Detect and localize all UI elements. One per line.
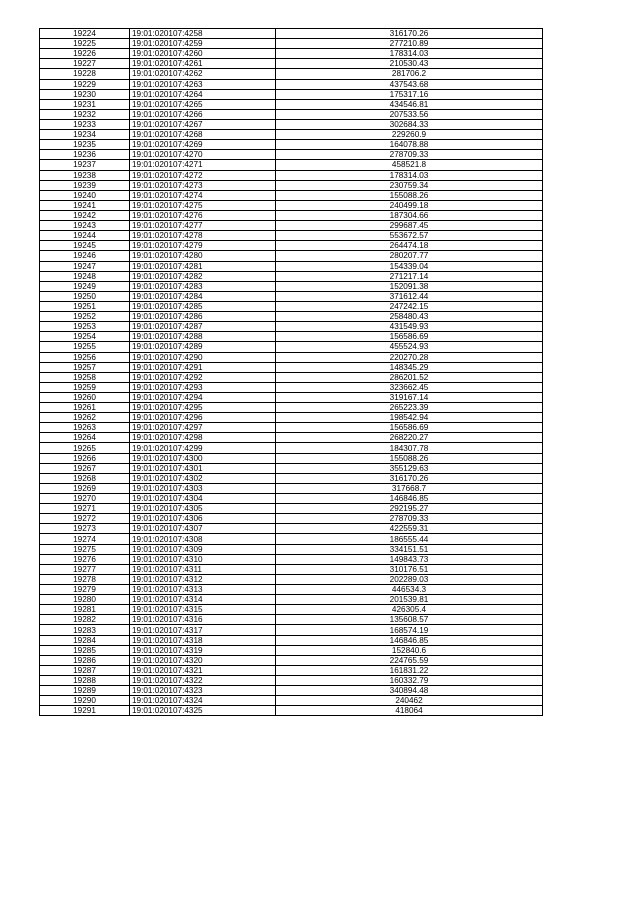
- row-number-cell: 19235: [40, 140, 130, 150]
- row-number-cell: 19226: [40, 49, 130, 59]
- value-cell: 161831.22: [276, 665, 543, 675]
- table-row: [40, 392, 543, 402]
- value-cell: 184307.78: [276, 443, 543, 453]
- table-row: [40, 291, 543, 301]
- cadastral-number-cell: 19:01:020107:4269: [130, 140, 276, 150]
- cadastral-number-cell: 19:01:020107:4258: [130, 29, 276, 39]
- row-number-cell: 19229: [40, 79, 130, 89]
- row-number-cell: 19272: [40, 514, 130, 524]
- row-number-cell: 19269: [40, 483, 130, 493]
- table-row: [40, 231, 543, 241]
- cadastral-number-cell: 19:01:020107:4285: [130, 301, 276, 311]
- cadastral-number-cell: 19:01:020107:4306: [130, 514, 276, 524]
- value-cell: 446534.3: [276, 585, 543, 595]
- cadastral-number-cell: 19:01:020107:4277: [130, 221, 276, 231]
- cadastral-number-cell: 19:01:020107:4266: [130, 109, 276, 119]
- table-row: [40, 655, 543, 665]
- table-row: [40, 403, 543, 413]
- cadastral-number-cell: 19:01:020107:4274: [130, 190, 276, 200]
- value-cell: 371612.44: [276, 291, 543, 301]
- row-number-cell: 19227: [40, 59, 130, 69]
- value-cell: 431549.93: [276, 322, 543, 332]
- table-row: [40, 443, 543, 453]
- table-row: [40, 332, 543, 342]
- table-row: [40, 89, 543, 99]
- cadastral-number-cell: 19:01:020107:4301: [130, 463, 276, 473]
- row-number-cell: 19273: [40, 524, 130, 534]
- cadastral-number-cell: 19:01:020107:4292: [130, 372, 276, 382]
- value-cell: 148345.29: [276, 362, 543, 372]
- cadastral-number-cell: 19:01:020107:4282: [130, 271, 276, 281]
- table-row: [40, 635, 543, 645]
- cadastral-number-cell: 19:01:020107:4303: [130, 483, 276, 493]
- table-row: [40, 140, 543, 150]
- table-row: [40, 595, 543, 605]
- value-cell: 302684.33: [276, 119, 543, 129]
- row-number-cell: 19248: [40, 271, 130, 281]
- table-row: [40, 615, 543, 625]
- row-number-cell: 19288: [40, 676, 130, 686]
- value-cell: 455524.93: [276, 342, 543, 352]
- value-cell: 230759.34: [276, 180, 543, 190]
- value-cell: 198542.94: [276, 413, 543, 423]
- value-cell: 240462: [276, 696, 543, 706]
- value-cell: 135608.57: [276, 615, 543, 625]
- value-cell: 178314.03: [276, 49, 543, 59]
- cadastral-number-cell: 19:01:020107:4318: [130, 635, 276, 645]
- row-number-cell: 19287: [40, 665, 130, 675]
- table-row: [40, 585, 543, 595]
- table-row: [40, 686, 543, 696]
- value-cell: 201539.81: [276, 595, 543, 605]
- cadastral-number-cell: 19:01:020107:4298: [130, 433, 276, 443]
- table-row: [40, 372, 543, 382]
- cadastral-number-cell: 19:01:020107:4286: [130, 312, 276, 322]
- row-number-cell: 19291: [40, 706, 130, 716]
- row-number-cell: 19253: [40, 322, 130, 332]
- row-number-cell: 19283: [40, 625, 130, 635]
- row-number-cell: 19278: [40, 574, 130, 584]
- row-number-cell: 19224: [40, 29, 130, 39]
- row-number-cell: 19258: [40, 372, 130, 382]
- table-row: [40, 544, 543, 554]
- cadastral-number-cell: 19:01:020107:4261: [130, 59, 276, 69]
- value-cell: 553672.57: [276, 231, 543, 241]
- value-cell: 271217.14: [276, 271, 543, 281]
- table-row: [40, 423, 543, 433]
- value-cell: 268220.27: [276, 433, 543, 443]
- value-cell: 458521.8: [276, 160, 543, 170]
- cadastral-number-cell: 19:01:020107:4289: [130, 342, 276, 352]
- row-number-cell: 19251: [40, 301, 130, 311]
- table-row: [40, 109, 543, 119]
- table-row: [40, 281, 543, 291]
- table-row: [40, 504, 543, 514]
- row-number-cell: 19238: [40, 170, 130, 180]
- row-number-cell: 19241: [40, 200, 130, 210]
- table-row: [40, 59, 543, 69]
- cadastral-number-cell: 19:01:020107:4260: [130, 49, 276, 59]
- value-cell: 202289.03: [276, 574, 543, 584]
- cadastral-number-cell: 19:01:020107:4320: [130, 655, 276, 665]
- value-cell: 210530.43: [276, 59, 543, 69]
- table-row: [40, 473, 543, 483]
- table-row: [40, 352, 543, 362]
- table-row: [40, 362, 543, 372]
- value-cell: 152091.38: [276, 281, 543, 291]
- value-cell: 281706.2: [276, 69, 543, 79]
- cadastral-number-cell: 19:01:020107:4307: [130, 524, 276, 534]
- cadastral-number-cell: 19:01:020107:4273: [130, 180, 276, 190]
- value-cell: 277210.89: [276, 39, 543, 49]
- value-cell: 247242.15: [276, 301, 543, 311]
- value-cell: 146846.85: [276, 635, 543, 645]
- cadastral-number-cell: 19:01:020107:4319: [130, 645, 276, 655]
- value-cell: 278709.33: [276, 150, 543, 160]
- row-number-cell: 19276: [40, 554, 130, 564]
- row-number-cell: 19243: [40, 221, 130, 231]
- table-row: [40, 605, 543, 615]
- row-number-cell: 19237: [40, 160, 130, 170]
- row-number-cell: 19274: [40, 534, 130, 544]
- row-number-cell: 19266: [40, 453, 130, 463]
- value-cell: 168574.19: [276, 625, 543, 635]
- value-cell: 316170.26: [276, 473, 543, 483]
- table-row: [40, 645, 543, 655]
- row-number-cell: 19250: [40, 291, 130, 301]
- value-cell: 155088.26: [276, 190, 543, 200]
- value-cell: 265223.39: [276, 403, 543, 413]
- value-cell: 292195.27: [276, 504, 543, 514]
- value-cell: 434546.81: [276, 99, 543, 109]
- cadastral-number-cell: 19:01:020107:4312: [130, 574, 276, 584]
- row-number-cell: 19256: [40, 352, 130, 362]
- cadastral-number-cell: 19:01:020107:4272: [130, 170, 276, 180]
- table-row: [40, 170, 543, 180]
- cadastral-number-cell: 19:01:020107:4305: [130, 504, 276, 514]
- table-row: [40, 382, 543, 392]
- table-row: [40, 342, 543, 352]
- row-number-cell: 19239: [40, 180, 130, 190]
- value-cell: 319167.14: [276, 392, 543, 402]
- table-row: [40, 190, 543, 200]
- table-row: [40, 150, 543, 160]
- cadastral-number-cell: 19:01:020107:4299: [130, 443, 276, 453]
- table-row: [40, 39, 543, 49]
- value-cell: 164078.88: [276, 140, 543, 150]
- row-number-cell: 19271: [40, 504, 130, 514]
- cadastral-number-cell: 19:01:020107:4313: [130, 585, 276, 595]
- table-row: [40, 99, 543, 109]
- value-cell: 229260.9: [276, 130, 543, 140]
- row-number-cell: 19228: [40, 69, 130, 79]
- table-row: [40, 524, 543, 534]
- cadastral-number-cell: 19:01:020107:4280: [130, 251, 276, 261]
- row-number-cell: 19249: [40, 281, 130, 291]
- table-row: [40, 696, 543, 706]
- row-number-cell: 19289: [40, 686, 130, 696]
- value-cell: 278709.33: [276, 514, 543, 524]
- row-number-cell: 19236: [40, 150, 130, 160]
- row-number-cell: 19259: [40, 382, 130, 392]
- cadastral-number-cell: 19:01:020107:4278: [130, 231, 276, 241]
- cadastral-number-cell: 19:01:020107:4288: [130, 332, 276, 342]
- row-number-cell: 19264: [40, 433, 130, 443]
- table-row: [40, 676, 543, 686]
- value-cell: 220270.28: [276, 352, 543, 362]
- cadastral-number-cell: 19:01:020107:4308: [130, 534, 276, 544]
- value-cell: 355129.63: [276, 463, 543, 473]
- cadastral-number-cell: 19:01:020107:4264: [130, 89, 276, 99]
- table-row: [40, 200, 543, 210]
- cadastral-number-cell: 19:01:020107:4275: [130, 200, 276, 210]
- row-number-cell: 19267: [40, 463, 130, 473]
- table-row: [40, 29, 543, 39]
- value-cell: 156586.69: [276, 423, 543, 433]
- table-row: [40, 483, 543, 493]
- row-number-cell: 19254: [40, 332, 130, 342]
- value-cell: 187304.66: [276, 210, 543, 220]
- value-cell: 340894.48: [276, 686, 543, 696]
- cadastral-number-cell: 19:01:020107:4322: [130, 676, 276, 686]
- value-cell: 152840.6: [276, 645, 543, 655]
- cadastral-number-cell: 19:01:020107:4290: [130, 352, 276, 362]
- row-number-cell: 19270: [40, 494, 130, 504]
- row-number-cell: 19281: [40, 605, 130, 615]
- row-number-cell: 19277: [40, 564, 130, 574]
- row-number-cell: 19284: [40, 635, 130, 645]
- cadastral-number-cell: 19:01:020107:4287: [130, 322, 276, 332]
- value-cell: 156586.69: [276, 332, 543, 342]
- cadastral-number-cell: 19:01:020107:4324: [130, 696, 276, 706]
- cadastral-number-cell: 19:01:020107:4291: [130, 362, 276, 372]
- value-cell: 437543.68: [276, 79, 543, 89]
- table-row: [40, 453, 543, 463]
- row-number-cell: 19245: [40, 241, 130, 251]
- value-cell: 426305.4: [276, 605, 543, 615]
- row-number-cell: 19230: [40, 89, 130, 99]
- row-number-cell: 19275: [40, 544, 130, 554]
- value-cell: 264474.18: [276, 241, 543, 251]
- value-cell: 178314.03: [276, 170, 543, 180]
- cadastral-number-cell: 19:01:020107:4283: [130, 281, 276, 291]
- row-number-cell: 19261: [40, 403, 130, 413]
- row-number-cell: 19233: [40, 119, 130, 129]
- table-row: [40, 514, 543, 524]
- value-cell: 149843.73: [276, 554, 543, 564]
- row-number-cell: 19225: [40, 39, 130, 49]
- cadastral-number-cell: 19:01:020107:4297: [130, 423, 276, 433]
- cadastral-number-cell: 19:01:020107:4317: [130, 625, 276, 635]
- cadastral-number-cell: 19:01:020107:4276: [130, 210, 276, 220]
- cadastral-number-cell: 19:01:020107:4265: [130, 99, 276, 109]
- table-row: [40, 301, 543, 311]
- value-cell: 316170.26: [276, 29, 543, 39]
- table-row: [40, 625, 543, 635]
- table-row: [40, 241, 543, 251]
- value-cell: 160332.79: [276, 676, 543, 686]
- table-row: [40, 251, 543, 261]
- value-cell: 258480.43: [276, 312, 543, 322]
- row-number-cell: 19240: [40, 190, 130, 200]
- cadastral-number-cell: 19:01:020107:4325: [130, 706, 276, 716]
- table-row: [40, 494, 543, 504]
- value-cell: 323662.45: [276, 382, 543, 392]
- value-cell: 155088.26: [276, 453, 543, 463]
- cadastral-number-cell: 19:01:020107:4323: [130, 686, 276, 696]
- row-number-cell: 19285: [40, 645, 130, 655]
- table-row: [40, 322, 543, 332]
- cadastral-number-cell: 19:01:020107:4311: [130, 564, 276, 574]
- row-number-cell: 19234: [40, 130, 130, 140]
- row-number-cell: 19280: [40, 595, 130, 605]
- row-number-cell: 19257: [40, 362, 130, 372]
- cadastral-number-cell: 19:01:020107:4293: [130, 382, 276, 392]
- table-row: [40, 261, 543, 271]
- cadastral-number-cell: 19:01:020107:4304: [130, 494, 276, 504]
- cadastral-number-cell: 19:01:020107:4262: [130, 69, 276, 79]
- cadastral-number-cell: 19:01:020107:4281: [130, 261, 276, 271]
- cadastral-number-cell: 19:01:020107:4294: [130, 392, 276, 402]
- cadastral-number-cell: 19:01:020107:4279: [130, 241, 276, 251]
- table-row: [40, 433, 543, 443]
- table-row: [40, 180, 543, 190]
- cadastral-number-cell: 19:01:020107:4321: [130, 665, 276, 675]
- row-number-cell: 19286: [40, 655, 130, 665]
- value-cell: 299687.45: [276, 221, 543, 231]
- table-row: [40, 210, 543, 220]
- row-number-cell: 19282: [40, 615, 130, 625]
- table-row: [40, 534, 543, 544]
- value-cell: 224765.59: [276, 655, 543, 665]
- row-number-cell: 19265: [40, 443, 130, 453]
- value-cell: 154339.04: [276, 261, 543, 271]
- row-number-cell: 19232: [40, 109, 130, 119]
- value-cell: 175317.16: [276, 89, 543, 99]
- value-cell: 186555.44: [276, 534, 543, 544]
- data-table-body: [40, 29, 543, 716]
- table-row: [40, 49, 543, 59]
- cadastral-number-cell: 19:01:020107:4259: [130, 39, 276, 49]
- table-row: [40, 130, 543, 140]
- cadastral-number-cell: 19:01:020107:4270: [130, 150, 276, 160]
- table-row: [40, 574, 543, 584]
- row-number-cell: 19252: [40, 312, 130, 322]
- table-row: [40, 413, 543, 423]
- row-number-cell: 19290: [40, 696, 130, 706]
- value-cell: 317668.7: [276, 483, 543, 493]
- value-cell: 334151.51: [276, 544, 543, 554]
- table-row: [40, 554, 543, 564]
- cadastral-number-cell: 19:01:020107:4268: [130, 130, 276, 140]
- row-number-cell: 19247: [40, 261, 130, 271]
- table-row: [40, 312, 543, 322]
- row-number-cell: 19268: [40, 473, 130, 483]
- cadastral-number-cell: 19:01:020107:4271: [130, 160, 276, 170]
- table-row: [40, 271, 543, 281]
- value-cell: 146846.85: [276, 494, 543, 504]
- cadastral-number-cell: 19:01:020107:4310: [130, 554, 276, 564]
- table-row: [40, 221, 543, 231]
- table-row: [40, 160, 543, 170]
- table-row: [40, 706, 543, 716]
- value-cell: 240499.18: [276, 200, 543, 210]
- cadastral-number-cell: 19:01:020107:4263: [130, 79, 276, 89]
- value-cell: 422559.31: [276, 524, 543, 534]
- value-cell: 418064: [276, 706, 543, 716]
- cadastral-number-cell: 19:01:020107:4296: [130, 413, 276, 423]
- cadastral-number-cell: 19:01:020107:4267: [130, 119, 276, 129]
- value-cell: 310176.51: [276, 564, 543, 574]
- table-row: [40, 119, 543, 129]
- value-cell: 280207.77: [276, 251, 543, 261]
- row-number-cell: 19279: [40, 585, 130, 595]
- table-row: [40, 79, 543, 89]
- value-cell: 286201.52: [276, 372, 543, 382]
- row-number-cell: 19260: [40, 392, 130, 402]
- cadastral-number-cell: 19:01:020107:4295: [130, 403, 276, 413]
- table-row: [40, 463, 543, 473]
- row-number-cell: 19246: [40, 251, 130, 261]
- table-row: [40, 564, 543, 574]
- cadastral-number-cell: 19:01:020107:4302: [130, 473, 276, 483]
- table-row: [40, 69, 543, 79]
- row-number-cell: 19262: [40, 413, 130, 423]
- cadastral-number-cell: 19:01:020107:4300: [130, 453, 276, 463]
- cadastral-number-cell: 19:01:020107:4315: [130, 605, 276, 615]
- row-number-cell: 19263: [40, 423, 130, 433]
- cadastral-number-cell: 19:01:020107:4316: [130, 615, 276, 625]
- value-cell: 207533.56: [276, 109, 543, 119]
- data-table: [39, 28, 543, 716]
- row-number-cell: 19242: [40, 210, 130, 220]
- cadastral-number-cell: 19:01:020107:4284: [130, 291, 276, 301]
- table-row: [40, 665, 543, 675]
- row-number-cell: 19231: [40, 99, 130, 109]
- row-number-cell: 19244: [40, 231, 130, 241]
- cadastral-number-cell: 19:01:020107:4314: [130, 595, 276, 605]
- row-number-cell: 19255: [40, 342, 130, 352]
- cadastral-number-cell: 19:01:020107:4309: [130, 544, 276, 554]
